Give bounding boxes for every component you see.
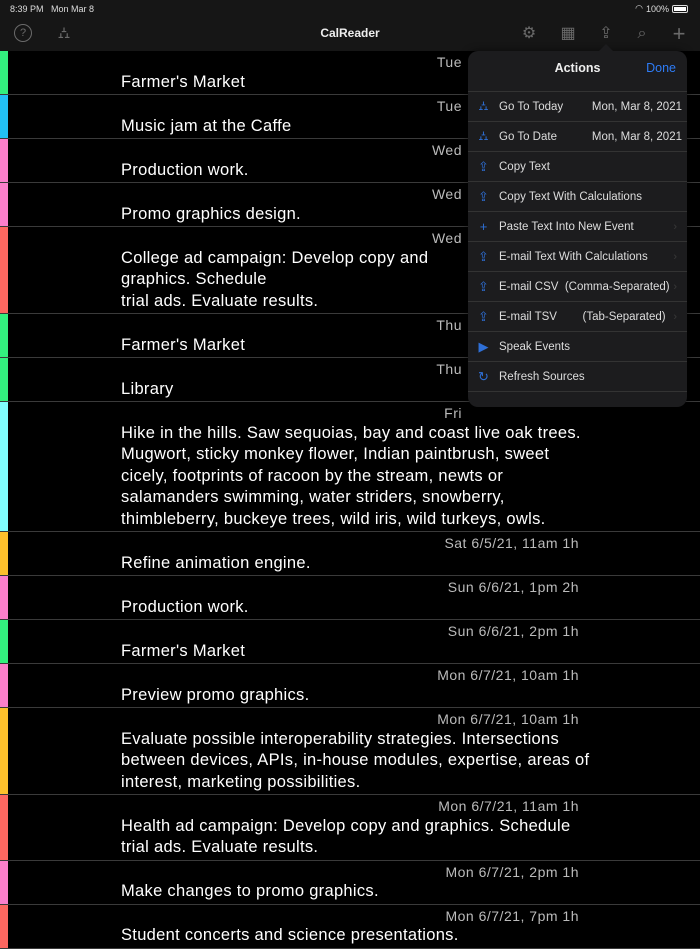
event-text: Farmer's Market [121,72,246,91]
event-date: Tue [436,54,462,70]
event-date: Sun 6/6/21, 2pm 1h [447,623,579,639]
action-item[interactable] [468,212,687,242]
event-text: Music jam at the Caffe [121,116,292,135]
calendar-color-bar [0,576,8,619]
action-item[interactable] [468,122,687,152]
event-date: Tue [436,98,462,114]
action-item[interactable] [468,302,687,332]
event-row[interactable] [0,402,700,532]
event-date: Wed [431,142,462,158]
add-icon[interactable]: + [672,21,686,46]
action-value: Mon, Mar 8, 2021 [591,130,682,143]
search-icon[interactable]: ⌕ [637,25,647,42]
help-icon[interactable]: ? [14,24,32,42]
refresh-icon: ↻ [478,368,489,384]
event-text: Farmer's Market [121,641,246,660]
action-item[interactable] [468,332,687,362]
event-row[interactable] [0,708,700,795]
calendar-color-bar [0,664,8,707]
nav-bar [0,18,700,51]
action-label: Copy Text With Calculations [499,190,642,203]
calendar-color-bar [0,795,8,860]
share-icon: ⇪ [478,158,489,174]
calendar-color-bar [0,708,8,794]
battery-icon [672,5,688,13]
event-text: Production work. [121,597,249,616]
popover-title: Actions [554,61,601,75]
popover-header [468,51,687,92]
action-label: Go To Date [499,130,557,143]
action-label: Speak Events [499,340,570,353]
tripod-icon: ⛼ [478,97,489,113]
status-bar [0,0,700,18]
share-icon: ⇪ [478,308,489,324]
event-text: Health ad campaign: Develop copy and graphics. Schedule trial ads. Evaluate results. [121,816,571,856]
action-label: Paste Text Into New Event [499,220,634,233]
calendar-color-bar [0,358,8,401]
calendar-color-bar [0,620,8,663]
status-date: Mon Mar 8 [51,4,95,14]
chevron-right-icon: › [673,310,677,323]
calendar-color-bar [0,905,8,948]
action-item[interactable] [468,152,687,182]
calendar-color-bar [0,227,8,313]
event-row[interactable] [0,620,700,664]
calendar-color-bar [0,183,8,226]
event-date: Sun 6/6/21, 1pm 2h [447,579,579,595]
event-text: Hike in the hills. Saw sequoias, bay and coast live oak trees. Mugwort, sticky monkey flower, Indian paintbrush, sweet cicely, footprints of racoon by the stream, newts or salamanders swimming, water striders, snowberry, thimbleberry, buckeye trees, wild iris, wild turkeys, owls. [121,423,581,528]
calculator-icon[interactable]: ▦ [560,25,576,42]
action-item[interactable] [468,92,687,122]
event-text: Promo graphics design. [121,204,301,223]
wifi-icon: ◠ [635,3,643,13]
done-button[interactable]: Done [646,61,676,75]
event-date: Wed [431,230,462,246]
event-date: Mon 6/7/21, 11am 1h [438,798,579,814]
status-clock: 8:39 PM [10,4,44,14]
tripod-icon[interactable]: ⛼ [57,25,71,42]
action-item[interactable] [468,242,687,272]
action-label: Copy Text [499,160,550,173]
event-date: Fri [444,405,462,421]
event-text: Make changes to promo graphics. [121,882,379,900]
calendar-color-bar [0,314,8,357]
event-row[interactable] [0,795,700,861]
event-text: Student concerts and science presentations. [121,926,459,944]
action-label: E-mail TSV (Tab-Separated) [499,310,666,323]
action-list [468,92,687,392]
status-time [10,4,94,14]
event-text: College ad campaign: Develop copy and graphics. Schedule trial ads. Evaluate results. [121,248,429,310]
calendar-color-bar [0,861,8,904]
action-label: E-mail CSV (Comma-Separated) [499,280,670,293]
actions-popover [468,51,687,407]
app-title: CalReader [320,26,380,40]
event-date: Mon 6/7/21, 10am 1h [437,667,579,683]
action-value: Mon, Mar 8, 2021 [591,100,682,113]
chevron-right-icon: › [673,250,677,263]
event-row[interactable] [0,861,700,905]
calendar-color-bar [0,95,8,138]
event-text: Production work. [121,160,249,179]
event-date: Mon 6/7/21, 7pm 1h [445,907,579,924]
calendar-color-bar [0,51,8,94]
share-icon: ⇪ [478,188,489,204]
action-label: Refresh Sources [499,370,585,383]
event-text: Evaluate possible interoperability strategies. Intersections between devices, APIs, in-house modules, expertise, areas of interest, marketing possibilities. [121,729,590,791]
event-text: Refine animation engine. [121,553,311,572]
plus-icon: + [479,219,488,234]
gear-icon[interactable]: ⚙ [521,25,537,42]
chevron-right-icon: › [673,220,677,233]
event-date: Thu [436,317,462,333]
share-icon: ⇪ [478,248,489,264]
event-date: Mon 6/7/21, 10am 1h [437,711,579,727]
event-text: Farmer's Market [121,335,246,354]
action-item[interactable] [468,182,687,212]
share-icon: ⇪ [478,278,489,294]
chevron-right-icon: › [673,280,677,293]
share-icon[interactable]: ⇪ [599,25,613,42]
event-date: Mon 6/7/21, 2pm 1h [445,863,579,880]
calendar-color-bar [0,402,8,531]
tripod-icon: ⛼ [478,127,489,143]
event-row[interactable] [0,664,700,708]
event-date: Sat 6/5/21, 11am 1h [444,535,579,551]
event-text: Preview promo graphics. [121,685,310,704]
event-text: Library [121,379,174,398]
action-item[interactable] [468,362,687,392]
action-label: E-mail Text With Calculations [499,250,648,263]
action-item[interactable] [468,272,687,302]
calendar-color-bar [0,139,8,182]
action-label: Go To Today [499,100,564,113]
play-icon: ▶ [478,338,489,354]
battery-percent: 100% [645,3,669,14]
event-date: Thu [436,361,462,377]
event-row[interactable] [0,905,700,949]
event-row[interactable] [0,532,700,576]
event-date: Wed [431,186,462,202]
calendar-color-bar [0,532,8,575]
event-row[interactable] [0,576,700,620]
